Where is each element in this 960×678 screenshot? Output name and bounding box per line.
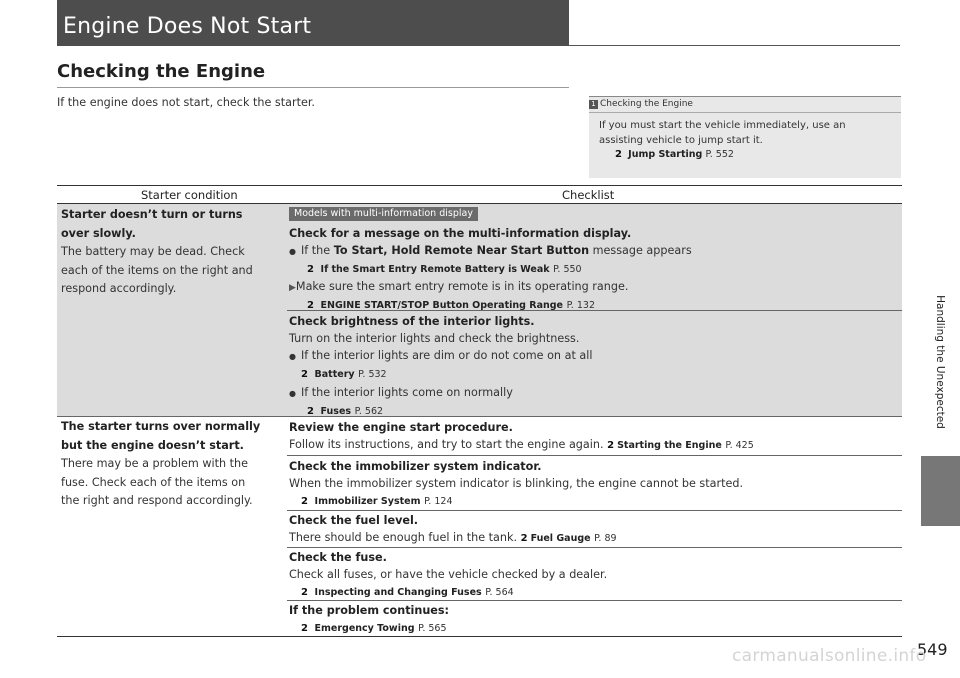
row1-cond-body-3: respond accordingly.: [61, 282, 177, 295]
row1-c1-b1-pre: If the: [301, 244, 334, 257]
row2-c3-line: [289, 529, 899, 547]
row1-c2-b2: If the interior lights come on normally: [301, 386, 513, 399]
row1-c1-b1-post: message appears: [589, 244, 692, 257]
row2-cond-body-3: the right and respond accordingly.: [61, 494, 253, 507]
reference-icon: 2: [615, 149, 622, 160]
reference-page: P. 132: [566, 300, 595, 311]
side-section-label: [926, 290, 946, 450]
reference-page: P. 564: [485, 587, 514, 598]
reference-name[interactable]: Fuses: [320, 406, 352, 417]
row2-check-4: [289, 549, 899, 601]
row2-c4-head: Check the fuse.: [289, 551, 387, 564]
side-note: [589, 96, 901, 178]
reference-name[interactable]: If the Smart Entry Remote Battery is Weak: [320, 264, 550, 275]
row2-condition: [61, 418, 283, 511]
row2-check-3: [289, 512, 899, 547]
reference-name[interactable]: Jump Starting: [628, 149, 703, 160]
reference-icon: 2: [301, 369, 308, 380]
note-marker-icon: 1: [589, 100, 598, 109]
intro-text: If the engine does not start, check the starter.: [57, 96, 315, 109]
row2-check-2: [289, 458, 899, 510]
row2-cond-title-2: but the engine doesn’t start.: [61, 438, 244, 452]
row1-check-2: [289, 313, 899, 421]
row2-cond-title-1: The starter turns over normally: [61, 420, 261, 433]
reference-name[interactable]: ENGINE START/STOP Button Operating Range: [320, 300, 563, 311]
row2-sub-rule-2: [287, 510, 902, 511]
row1-c2-b1: If the interior lights are dim or do not come on at all: [301, 349, 593, 362]
row1-c2-head: Check brightness of the interior lights.: [289, 315, 535, 328]
page-title: Engine Does Not Start: [63, 14, 312, 39]
reference-page: P. 562: [354, 406, 384, 417]
reference-page: P. 89: [594, 533, 617, 544]
row2-c4-ref[interactable]: [289, 583, 899, 601]
reference-icon: 2: [607, 440, 615, 451]
col-header-checklist: Checklist: [562, 188, 615, 202]
section-rule: [57, 87, 569, 88]
row2-cond-body-2: fuse. Check each of the items on: [61, 475, 246, 489]
row2-c3-text: There should be enough fuel in the tank.: [289, 531, 518, 544]
row2-c3-head: Check the fuel level.: [289, 514, 419, 527]
reference-icon: 2: [307, 300, 314, 311]
reference-icon: 2: [307, 264, 314, 275]
row2-c5-head: If the problem continues:: [289, 604, 450, 617]
row2-c5-ref[interactable]: [289, 619, 899, 637]
row2-sub-rule-4: [287, 600, 902, 601]
row1-cond-body-2: each of the items on the right and: [61, 263, 253, 277]
col-header-condition: Starter condition: [141, 188, 238, 202]
reference-name[interactable]: Emergency Towing: [314, 623, 415, 634]
reference-name[interactable]: Inspecting and Changing Fuses: [314, 587, 482, 598]
reference-name[interactable]: Immobilizer System: [314, 496, 421, 507]
side-section-text: Handling the Unexpected: [934, 295, 946, 429]
page-number: 549: [917, 640, 948, 659]
row1-c1-head: Check for a message on the multi-information display.: [289, 227, 632, 240]
note-rule: [589, 112, 901, 113]
reference-name[interactable]: Starting the Engine: [617, 440, 722, 451]
note-reference[interactable]: [615, 149, 734, 160]
row1-c1-b2: Make sure the smart entry remote is in its operating range.: [295, 280, 629, 293]
row2-check-5: [289, 602, 899, 637]
model-badge: Models with multi-information display: [289, 207, 478, 221]
row1-c2-bullet-1: [289, 347, 899, 365]
section-title: Checking the Engine: [57, 61, 266, 82]
row1-cond-title-2: over slowly.: [61, 226, 136, 240]
note-text: If you must start the vehicle immediately, use an assisting vehicle to jump start it.: [599, 120, 846, 146]
reference-icon: 2: [520, 533, 528, 544]
reference-icon: 2: [307, 406, 314, 417]
row1-check-1: [289, 225, 899, 315]
row1-c2-ref-1[interactable]: [289, 365, 899, 384]
reference-name[interactable]: Fuel Gauge: [530, 533, 591, 544]
reference-page: P. 552: [705, 149, 734, 160]
note-heading: [589, 99, 693, 109]
table-top-rule: [57, 185, 902, 186]
row2-c4-text: Check all fuses, or have the vehicle checked by a dealer.: [289, 568, 608, 581]
row2-c2-text: When the immobilizer system indicator is blinking, the engine cannot be started.: [289, 477, 744, 490]
title-rule: [569, 45, 900, 46]
row2-sub-rule-1: [287, 455, 902, 456]
row2-check-1: [289, 419, 899, 454]
bullet-icon: ●: [289, 389, 296, 398]
bullet-icon: ●: [289, 247, 296, 256]
row1-c1-bullet-2: [289, 279, 899, 296]
row1-c1-b1-bold: To Start, Hold Remote Near Start Button: [333, 244, 590, 257]
row1-cond-title-1: Starter doesn’t turn or turns: [61, 208, 243, 221]
row2-c2-ref[interactable]: [289, 492, 899, 510]
row2-sub-rule-3: [287, 547, 902, 548]
row2-c1-head: Review the engine start procedure.: [289, 421, 513, 434]
watermark: carmanualsonline.info: [732, 646, 927, 666]
reference-page: P. 565: [418, 623, 447, 634]
row1-cond-body-1: The battery may be dead. Check: [61, 245, 245, 258]
reference-page: P. 425: [725, 440, 754, 451]
reference-icon: 2: [301, 587, 308, 598]
reference-page: P. 532: [358, 369, 387, 380]
row1-c2-text: Turn on the interior lights and check the brightness.: [289, 332, 580, 345]
row1-c2-bullet-2: [289, 384, 899, 402]
row2-c1-line: [289, 436, 899, 454]
row2-c2-head: Check the immobilizer system indicator.: [289, 460, 542, 473]
reference-page: P. 124: [424, 496, 453, 507]
row1-c1-bullet-1: [289, 242, 899, 260]
row2-c1-text: Follow its instructions, and try to start the engine again.: [289, 438, 604, 451]
page-title-bar: [57, 0, 569, 46]
row1-c1-ref-1[interactable]: [289, 260, 899, 279]
note-heading-text: Checking the Engine: [600, 99, 693, 109]
side-thumb-tab: [921, 456, 960, 526]
reference-icon: 2: [301, 496, 308, 507]
row2-cond-body-1: There may be a problem with the: [61, 457, 248, 470]
row1-condition: [61, 206, 283, 299]
bullet-icon: ●: [289, 352, 296, 361]
reference-icon: 2: [301, 623, 308, 634]
arrow-icon: ▶: [289, 283, 296, 293]
reference-name[interactable]: Battery: [314, 369, 355, 380]
reference-page: P. 550: [553, 264, 582, 275]
